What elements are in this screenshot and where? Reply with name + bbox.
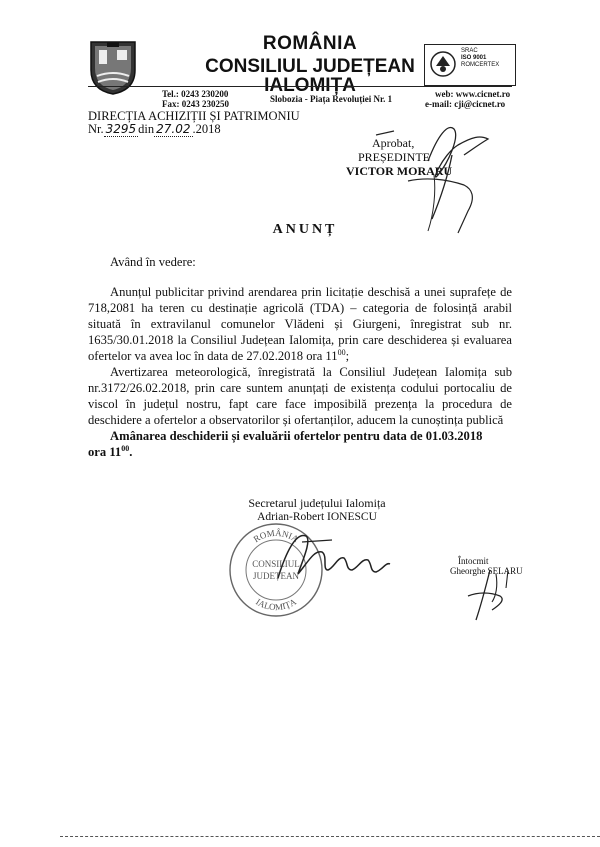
- reg-din: din: [138, 122, 155, 136]
- institution-name: CONSILIUL JUDEȚEAN IALOMIȚA: [205, 56, 415, 96]
- decision-line-2: ora 11: [88, 445, 122, 459]
- decision-end: .: [129, 445, 133, 459]
- reg-date-handwritten: 27.02: [156, 122, 191, 136]
- email: e-mail: cji@cicnet.ro: [425, 99, 506, 109]
- header-divider: [88, 86, 512, 87]
- coat-of-arms-logo: [89, 40, 137, 96]
- cert-text-2: ISO 9001: [461, 55, 487, 61]
- decision-text: [88, 428, 512, 460]
- stamp-bottom-text: IALOMIȚA: [253, 596, 298, 613]
- paragraph-1-end: ;: [345, 349, 350, 363]
- fax: Fax: 0243 230250: [162, 99, 229, 109]
- certification-logo: [424, 44, 516, 86]
- decision-line-1: Amânarea deschiderii și evaluării ofertelor pentru data de 01.03.2018: [110, 429, 483, 443]
- registration-number: [88, 122, 221, 137]
- department-name: DIRECȚIA ACHIZIȚII ȘI PATRIMONIU: [88, 109, 300, 123]
- secretary-role: Secretarul județului Ialomița: [248, 496, 386, 510]
- secretary-signature: [272, 522, 422, 592]
- reg-number-handwritten: 3295: [105, 122, 137, 136]
- paragraph-2: Avertizarea meteorologică, înregistrată la Consiliul Județean Ialomița sub nr.3172/26.02.2018, prin care suntem anunțați de existența codului portocaliu de viscol în județul nostru, fapt care face imposibilă prezența la procedura de deschidere a ofertelor a observatorilor și ofertanților, aducem la cunoștința publică: [88, 365, 512, 427]
- phone: Tel.: 0243 230200: [162, 89, 229, 99]
- stamp-line-1: CONSILIUL: [252, 559, 300, 569]
- intro-text: Având în vedere:: [110, 255, 196, 269]
- approval-name: VICTOR MORARU: [346, 164, 453, 178]
- reg-prefix: Nr.: [88, 122, 104, 136]
- prepared-label: Întocmit: [458, 556, 489, 566]
- prepared-signature: [456, 566, 526, 626]
- prepared-name: Gheorghe SELARU: [450, 566, 523, 576]
- country-name: ROMÂNIA: [262, 33, 358, 54]
- decision-superscript: 00: [121, 443, 130, 453]
- cert-text-1: SRAC: [461, 48, 478, 54]
- address: Slobozia - Piața Revoluției Nr. 1: [270, 94, 393, 104]
- paragraph-1-superscript: 00: [337, 347, 346, 357]
- secretary-name: Adrian-Robert IONESCU: [257, 511, 377, 523]
- cert-text-3: ROMCERTEX: [461, 62, 500, 68]
- page-bottom-border: [60, 836, 600, 837]
- paragraph-1: [88, 284, 512, 364]
- svg-text:IALOMIȚA: [254, 596, 298, 612]
- stamp-line-2: JUDEȚEAN: [253, 571, 299, 581]
- approval-label: Aprobat,: [372, 136, 415, 150]
- president-signature: [368, 115, 508, 235]
- paragraph-1-text: Anunțul publicitar privind arendarea prin licitație deschisă a unei suprafețe de 718,2081 ha teren cu destinație agricolă (TDA) – categoria de folosință arabil situată în extravilanul comunelor Vlădeni și Giurgeni, înregistrat sub nr. 1635/30.01.2018 la Consiliul Județean Ialomița, prin care deschiderea și evaluarea ofertelor va avea loc în data de 27.02.2018 ora 11: [88, 285, 512, 363]
- reg-year: .2018: [192, 122, 221, 136]
- approval-role: PREȘEDINTE: [358, 150, 430, 164]
- document-title: ANUNȚ: [272, 222, 338, 237]
- stamp-top-text: ROMÂNIA: [251, 527, 301, 545]
- website: web: www.cicnet.ro: [435, 89, 511, 99]
